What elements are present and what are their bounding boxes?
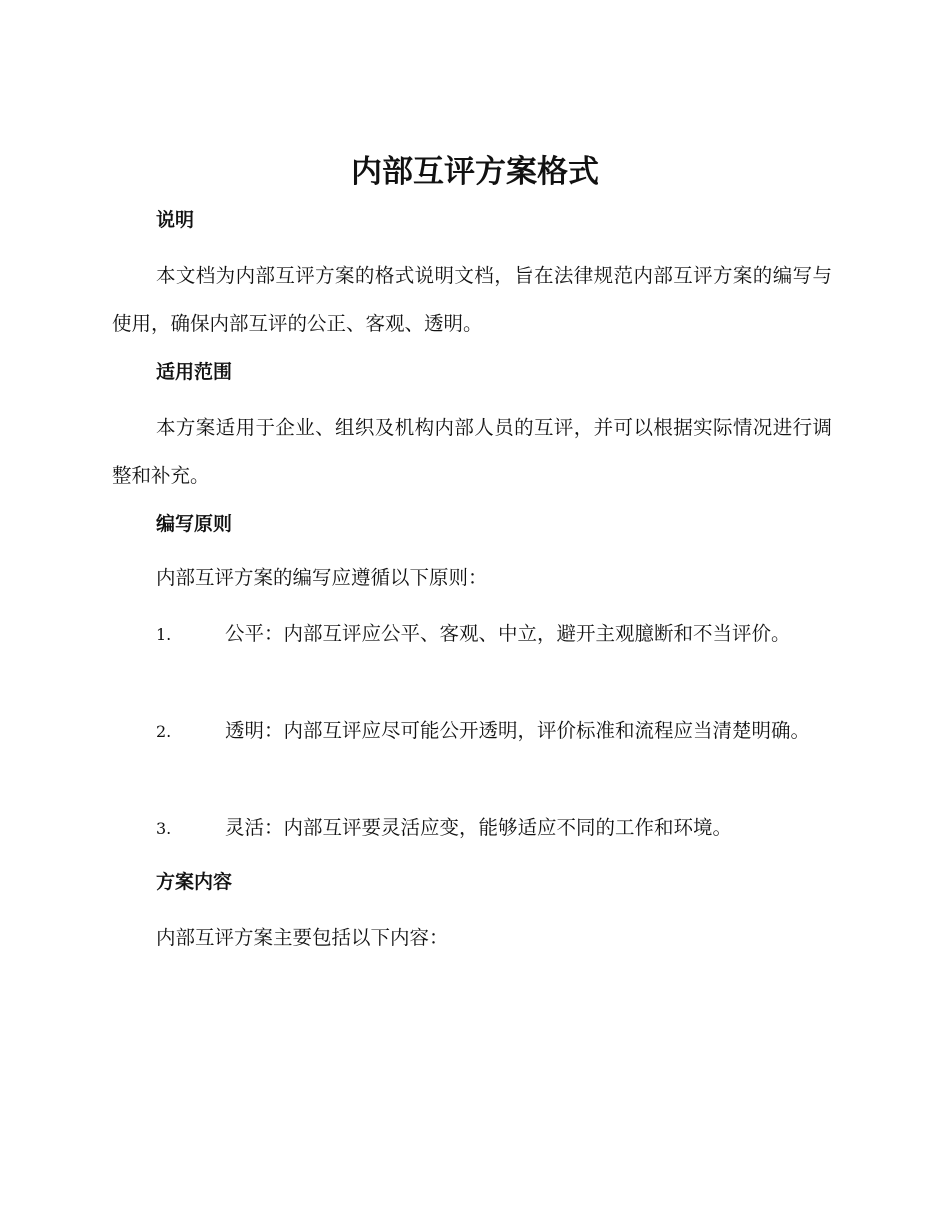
- list-item-number: 2.: [156, 722, 172, 741]
- section-paragraph-content: 内部互评方案主要包括以下内容：: [156, 926, 449, 949]
- list-item-text: 灵活：内部互评要灵活应变，能够适应不同的工作和环境。: [225, 816, 733, 839]
- list-item-text: 透明：内部互评应尽可能公开透明，评价标准和流程应当清楚明确。: [225, 719, 811, 742]
- section-paragraph-scope: 本方案适用于企业、组织及机构内部人员的互评，并可以根据实际情况进行调整和补充。: [112, 416, 832, 487]
- section-heading-description: 说明: [156, 209, 195, 231]
- section-heading-scope: 适用范围: [156, 361, 233, 383]
- section-paragraph-principles: 内部互评方案的编写应遵循以下原则：: [156, 566, 488, 589]
- document-title: 内部互评方案格式: [351, 154, 599, 190]
- section-paragraph-description: 本文档为内部互评方案的格式说明文档，旨在法律规范内部互评方案的编写与使用，确保内部互评的公正、客观、透明。: [112, 264, 832, 335]
- list-item: [112, 804, 832, 853]
- list-item: [112, 707, 832, 756]
- list-item-number: 1.: [156, 625, 172, 644]
- section-heading-principles: 编写原则: [156, 513, 233, 535]
- list-item: [112, 610, 832, 659]
- section-heading-content: 方案内容: [156, 871, 233, 893]
- list-item-number: 3.: [156, 819, 172, 838]
- list-item-text: 公平：内部互评应公平、客观、中立，避开主观臆断和不当评价。: [225, 622, 791, 645]
